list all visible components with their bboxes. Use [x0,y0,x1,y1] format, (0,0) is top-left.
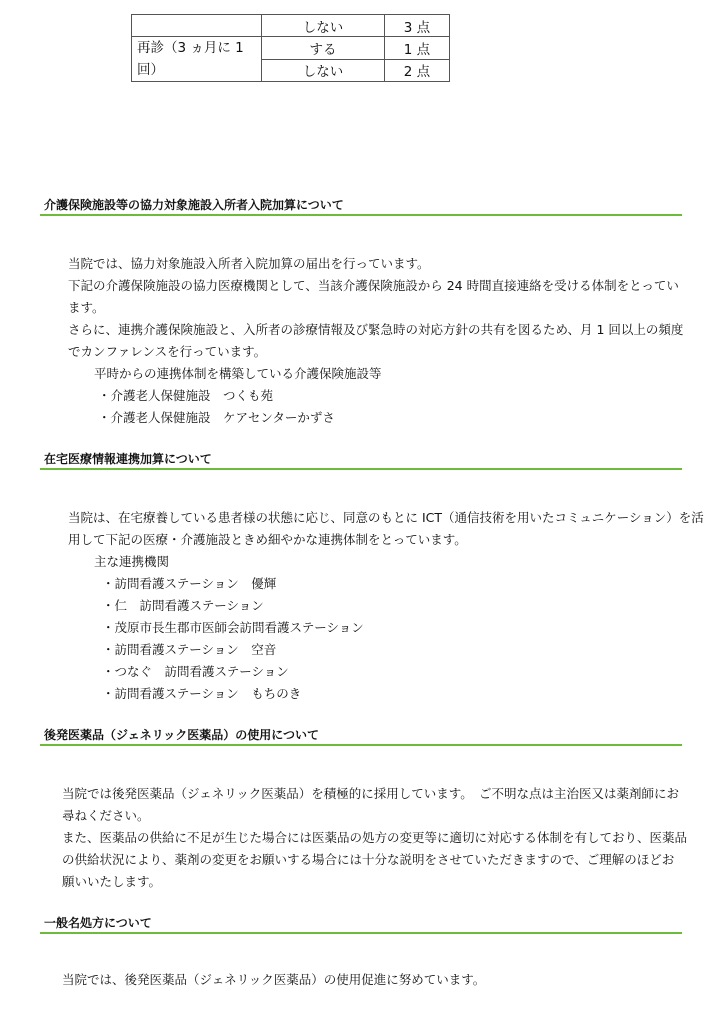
section-heading-zaitaku: 在宅医療情報連携加算について [44,452,212,466]
list-heading: 平時からの連携体制を構築している介護保険施設等 [94,366,382,381]
table-cell-points: 1 点 [385,37,450,60]
list-heading: 主な連携機関 [94,554,170,569]
list-item: ・訪問看護ステーション 空音 [102,642,277,657]
paragraph-line: さらに、連携介護保険施設と、入所者の診療情報及び緊急時の対応方針の共有を図るため、月 1 回以上の頻度 [68,322,684,337]
section-heading-kaigo: 介護保険施設等の協力対象施設入所者入院加算について [44,198,344,212]
table-cell-label: 再診（3 ヵ月に 1 回） [132,37,262,82]
section-divider [40,744,682,746]
table-row [132,37,450,60]
paragraph-line: 当院は、在宅療養している患者様の状態に応じ、同意のもとに ICT（通信技術を用いたコミュニケーション）を活 [68,510,704,525]
table-cell-option: しない [262,59,385,82]
paragraph-line: また、医薬品の供給に不足が生じた場合には医薬品の処方の変更等に適切に対応する体制を有しており、医薬品 [62,830,688,845]
table-cell-points: 2 点 [385,59,450,82]
section-divider [40,468,682,470]
paragraph-line: ます。 [68,300,105,315]
section-divider [40,214,682,216]
table-cell-label [132,15,262,37]
list-item: ・介護老人保健施設 ケアセンターかずさ [98,410,335,425]
table-cell-points: 3 点 [385,15,450,37]
section-divider [40,932,682,934]
paragraph-line: 当院では、後発医薬品（ジェネリック医薬品）の使用促進に努めています。 [62,972,486,987]
table-cell-option: する [262,37,385,60]
list-item: ・仁 訪問看護ステーション [102,598,264,613]
paragraph-line: の供給状況により、薬剤の変更をお願いする場合には十分な説明をさせていただきますので、ご理解のほどお [62,852,675,867]
section-heading-ippanmei: 一般名処方について [44,916,152,930]
section-heading-generic: 後発医薬品（ジェネリック医薬品）の使用について [44,728,320,742]
table-cell-option: しない [262,15,385,37]
list-item: ・つなぐ 訪問看護ステーション [102,664,289,679]
list-item: ・茂原市長生郡市医師会訪問看護ステーション [102,620,364,635]
paragraph-line: でカンファレンスを行っています。 [68,344,267,359]
paragraph-line: 下記の介護保険施設の協力医療機関として、当該介護保険施設から 24 時間直接連絡を受ける体制をとってい [68,278,679,293]
list-item: ・訪問看護ステーション 優輝 [102,576,277,591]
paragraph-line: 尋ねください。 [62,808,150,823]
list-item: ・訪問看護ステーション もちのき [102,686,302,701]
points-table [131,14,450,82]
paragraph-line: 当院では、協力対象施設入所者入院加算の届出を行っています。 [68,256,430,271]
list-item: ・介護老人保健施設 つくも苑 [98,388,274,403]
paragraph-line: 願いいたします。 [62,874,162,889]
paragraph-line: 用して下記の医療・介護施設ときめ細やかな連携体制をとっています。 [68,532,467,547]
paragraph-line: 当院では後発医薬品（ジェネリック医薬品）を積極的に採用しています。 ご不明な点は主治医又は薬剤師にお [62,786,680,801]
table-row [132,15,450,37]
